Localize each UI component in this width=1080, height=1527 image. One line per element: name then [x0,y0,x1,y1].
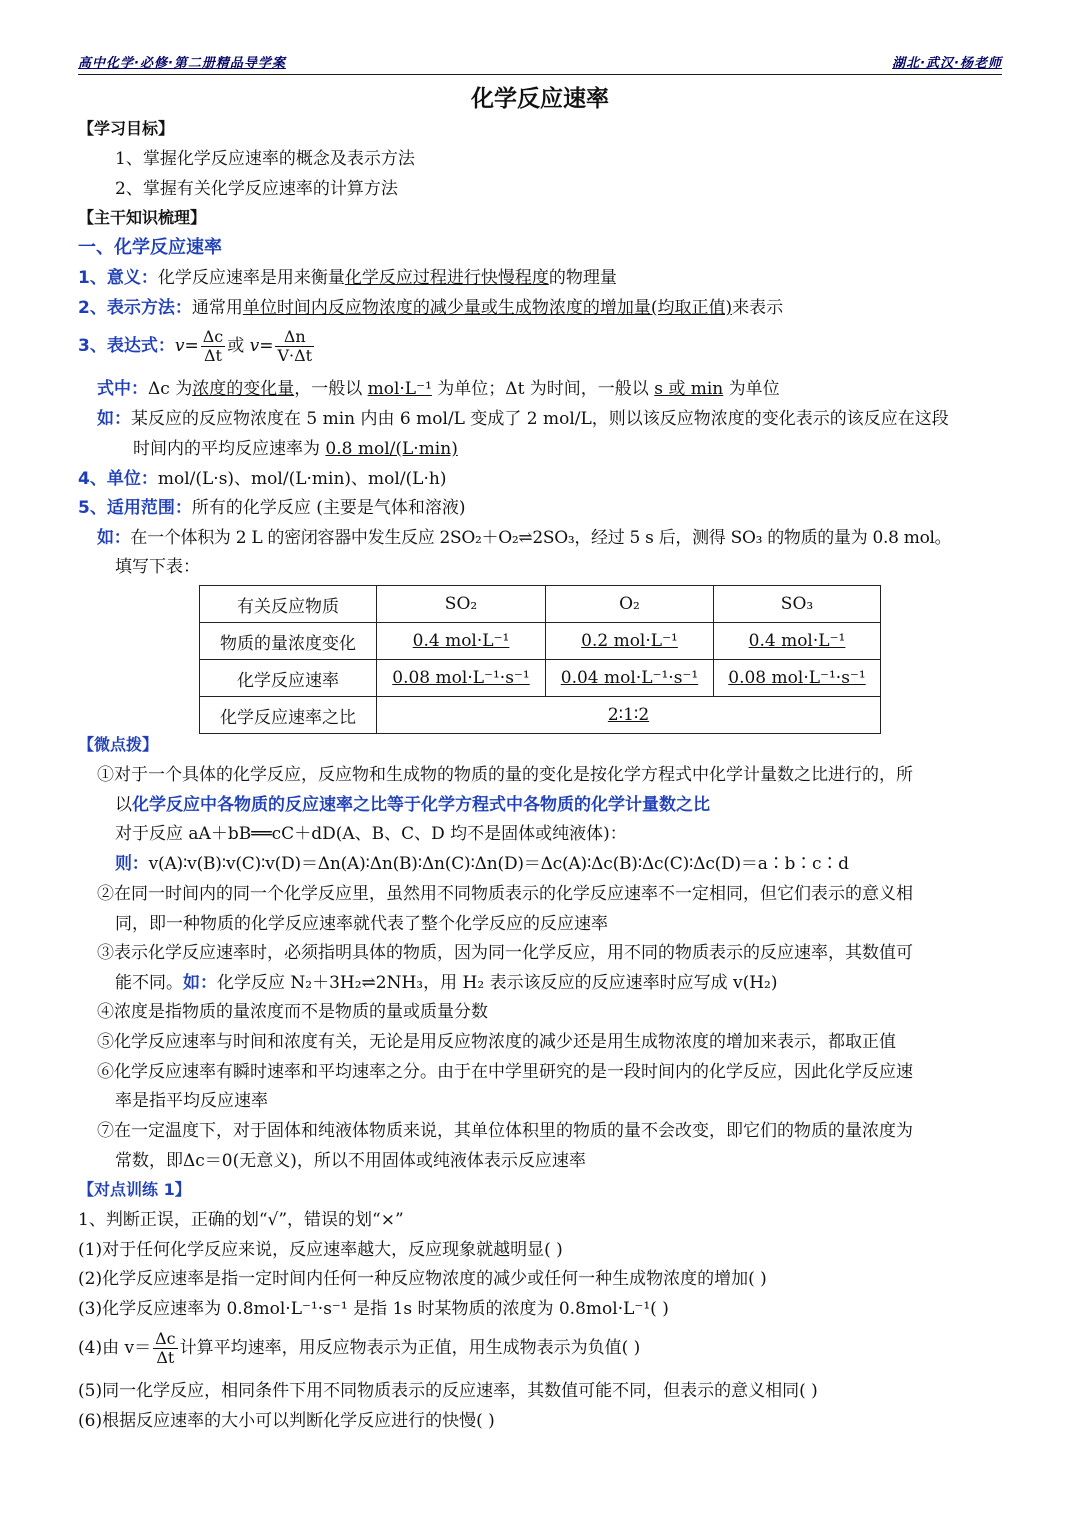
unit-line [78,468,446,490]
note-text: ，一般以 [294,379,368,399]
table-cell [546,623,714,660]
tip-highlight: 化学反应中各物质的反应速率之比等于化学方程式中各物质的化学计量数之比 [132,795,710,815]
table-value: 0.4 mol·L⁻¹ [748,631,846,651]
method-label: 2、表示方法： [78,298,192,318]
method-text: 通常用 [191,298,243,318]
table-cell [714,660,881,697]
tip-1-line-4 [115,853,849,875]
question-1: (1)对于任何化学反应来说，反应速率越大，反应现象就越明显( ) [78,1240,563,1260]
meaning-label: 1、意义： [78,268,158,288]
unit-text: mol/(L·s)、mol/(L·min)、mol/(L·h) [157,469,447,489]
page-header [78,52,1002,75]
table-value: 0.4 mol·L⁻¹ [412,631,510,651]
table-value: 0.08 mol·L⁻¹·s⁻¹ [392,668,530,688]
tip-3-line-2 [115,972,777,994]
example-line-2 [133,438,458,460]
fraction-numerator: Δc [155,1329,176,1348]
tip-1-line-2 [115,794,710,816]
tip-1-line-3: 对于反应 aA＋bB══cC＋dD(A、B、C、D 均不是固体或纯液体)： [115,824,627,844]
table-cell [714,623,881,660]
example2-line [97,527,951,549]
note-text: 为单位；Δt 为时间，一般以 [431,379,655,399]
fraction-numerator: Δc [202,327,224,346]
fraction-dc-dt [153,1330,178,1367]
table-value: 2∶1∶2 [607,705,650,725]
training-heading: 【对点训练 1】 [78,1180,191,1199]
section-heading: 一、化学反应速率 [78,237,222,258]
tip-1: ①对于一个具体的化学反应，反应物和生成物的物质的量的变化是按化学方程式中化学计量数之比进行的，所 [97,765,913,785]
table-row [200,697,881,734]
fraction-denominator: Δt [156,1348,175,1367]
meaning-text: 化学反应速率是用来衡量 [157,268,345,288]
unit-label: 4、单位： [78,469,158,489]
question-3: (3)化学反应速率为 0.8mol·L⁻¹·s⁻¹ 是指 1s 时某物质的浓度为 0.8mol·L⁻¹( ) [78,1299,669,1319]
scope-line [78,497,466,519]
note-key: 浓度的变化量 [192,379,295,399]
table-row [200,586,881,623]
fraction-dc-dt [201,328,226,365]
note-key: s 或 min [654,379,724,399]
scope-text: 所有的化学反应 (主要是气体和溶液) [191,498,466,518]
question-intro: 1、判断正误，正确的划“√”，错误的划“×” [78,1210,404,1230]
fraction-denominator: V·Δt [277,346,313,365]
tip-6-line-2: 率是指平均反应速率 [115,1091,268,1111]
objective-item: 1、掌握化学反应速率的概念及表示方法 [115,149,415,169]
tip-text: v(A)∶v(B)∶v(C)∶v(D)＝Δn(A)∶Δn(B)∶Δn(C)∶Δn(D)＝Δc(A)∶Δc(B)∶Δc(C)∶Δc(D)＝a∶b∶c∶d [148,854,849,874]
fraction-dn-vdt [275,328,314,365]
table-cell [377,623,546,660]
tips-heading: 【微点拨】 [78,735,159,754]
meaning-line [78,267,617,289]
tip-2-line-2: 同，即一种物质的化学反应速率就代表了整个化学反应的反应速率 [115,914,608,934]
tip-7: ⑦在一定温度下，对于固体和纯液体物质来说，其单位体积里的物质的量不会改变，即它们的物质的量浓度为 [97,1121,913,1141]
table-row [200,623,881,660]
example2-label: 如： [97,528,131,548]
objective-item: 2、掌握有关化学反应速率的计算方法 [115,179,398,199]
fraction-numerator: Δn [275,328,314,347]
table-cell [377,697,881,734]
question-2: (2)化学反应速率是指一定时间内任何一种反应物浓度的减少或任何一种生成物浓度的增加( ) [78,1269,767,1289]
example-text: 某反应的反应物浓度在 5 min 内由 6 mol/L 变成了 2 mol/L，则以该反应物浓度的变化表示的该反应在这段 [131,409,949,429]
example2-text: 在一个体积为 2 L 的密闭容器中发生反应 2SO₂＋O₂⇌2SO₃，经过 5 s 后，测得 SO₃ 的物质的量为 0.8 mol。 [130,528,952,548]
example-answer: 0.8 mol/(L·min) [325,439,458,459]
question-text: (4)由 v＝ [78,1338,152,1358]
meaning-key: 化学反应过程进行快慢程度 [344,268,549,288]
table-header: O₂ [546,586,714,623]
page-title: 化学反应速率 [471,86,609,112]
knowledge-heading: 【主干知识梳理】 [78,208,207,227]
example-line [97,408,949,430]
expression-label: 3、表达式： [78,336,175,356]
reaction-table [199,585,881,734]
tip-text: 能不同。 [115,973,183,993]
question-4 [78,1328,640,1368]
example-text: 时间内的平均反应速率为 [133,439,326,459]
method-line [78,297,783,319]
method-key: 单位时间内反应物浓度的减少量或生成物浓度的增加量(均取正值) [242,298,733,318]
table-header: SO₃ [714,586,881,623]
table-cell [377,660,546,697]
note-text: Δc 为 [148,379,193,399]
note-label: 式中： [97,379,148,399]
table-header: SO₂ [377,586,546,623]
expression-v2: v= [249,336,274,356]
note-text: 为单位 [723,379,780,399]
tip-text: 化学反应 N₂＋3H₂⇌2NH₃，用 H₂ 表示该反应的反应速率时应写成 v(H₂) [217,973,778,993]
tip-5: ⑤化学反应速率与时间和浓度有关，无论是用反应物浓度的减少还是用生成物浓度的增加来表示，都取正值 [97,1032,896,1052]
table-value: 0.2 mol·L⁻¹ [581,631,678,651]
header-left: 高中化学·必修·第二册精品导学案 [78,56,286,71]
table-cell: 物质的量浓度变化 [200,623,377,660]
example2-line-2: 填写下表： [115,557,200,577]
table-value: 0.04 mol·L⁻¹·s⁻¹ [560,668,699,688]
tip-label: 则： [115,854,149,874]
question-6: (6)根据反应速率的大小可以判断化学反应进行的快慢( ) [78,1411,495,1431]
objectives-heading: 【学习目标】 [78,119,175,138]
example-label: 如： [97,409,131,429]
tip-4: ④浓度是指物质的量浓度而不是物质的量或质量分数 [97,1002,488,1022]
tip-7-line-2: 常数，即Δc＝0(无意义)，所以不用固体或纯液体表示反应速率 [115,1151,586,1171]
tip-label: 如： [183,973,217,993]
header-right: 湖北·武汉·杨老师 [892,56,1002,71]
table-value: 0.08 mol·L⁻¹·s⁻¹ [728,668,866,688]
tip-text: 以 [115,795,132,815]
table-header: 有关反应物质 [200,586,377,623]
expression-v1: v= [174,336,199,356]
tip-3: ③表示化学反应速率时，必须指明具体的物质，因为同一化学反应，用不同的物质表示的反应速率，其数值可 [97,943,913,963]
expression-or: 或 [227,336,245,356]
formula-note [97,378,780,400]
expression-line [78,326,316,366]
question-5: (5)同一化学反应，相同条件下用不同物质表示的反应速率，其数值可能不同，但表示的意义相同( ) [78,1381,818,1401]
question-text: 计算平均速率，用反应物表示为正值，用生成物表示为负值( ) [179,1338,641,1358]
method-text-end: 来表示 [732,298,784,318]
tip-2: ②在同一时间内的同一个化学反应里，虽然用不同物质表示的化学反应速率不一定相同，但它们表示的意义相 [97,884,913,904]
meaning-text-end: 的物理量 [548,268,617,288]
fraction-denominator: Δt [203,346,222,365]
table-cell: 化学反应速率 [200,660,377,697]
note-key: mol·L⁻¹ [367,379,432,399]
scope-label: 5、适用范围： [78,498,192,518]
tip-6: ⑥化学反应速率有瞬时速率和平均速率之分。由于在中学里研究的是一段时间内的化学反应，因此化学反应速 [97,1062,913,1082]
table-cell: 化学反应速率之比 [200,697,377,734]
table-row [200,660,881,697]
table-cell [546,660,714,697]
